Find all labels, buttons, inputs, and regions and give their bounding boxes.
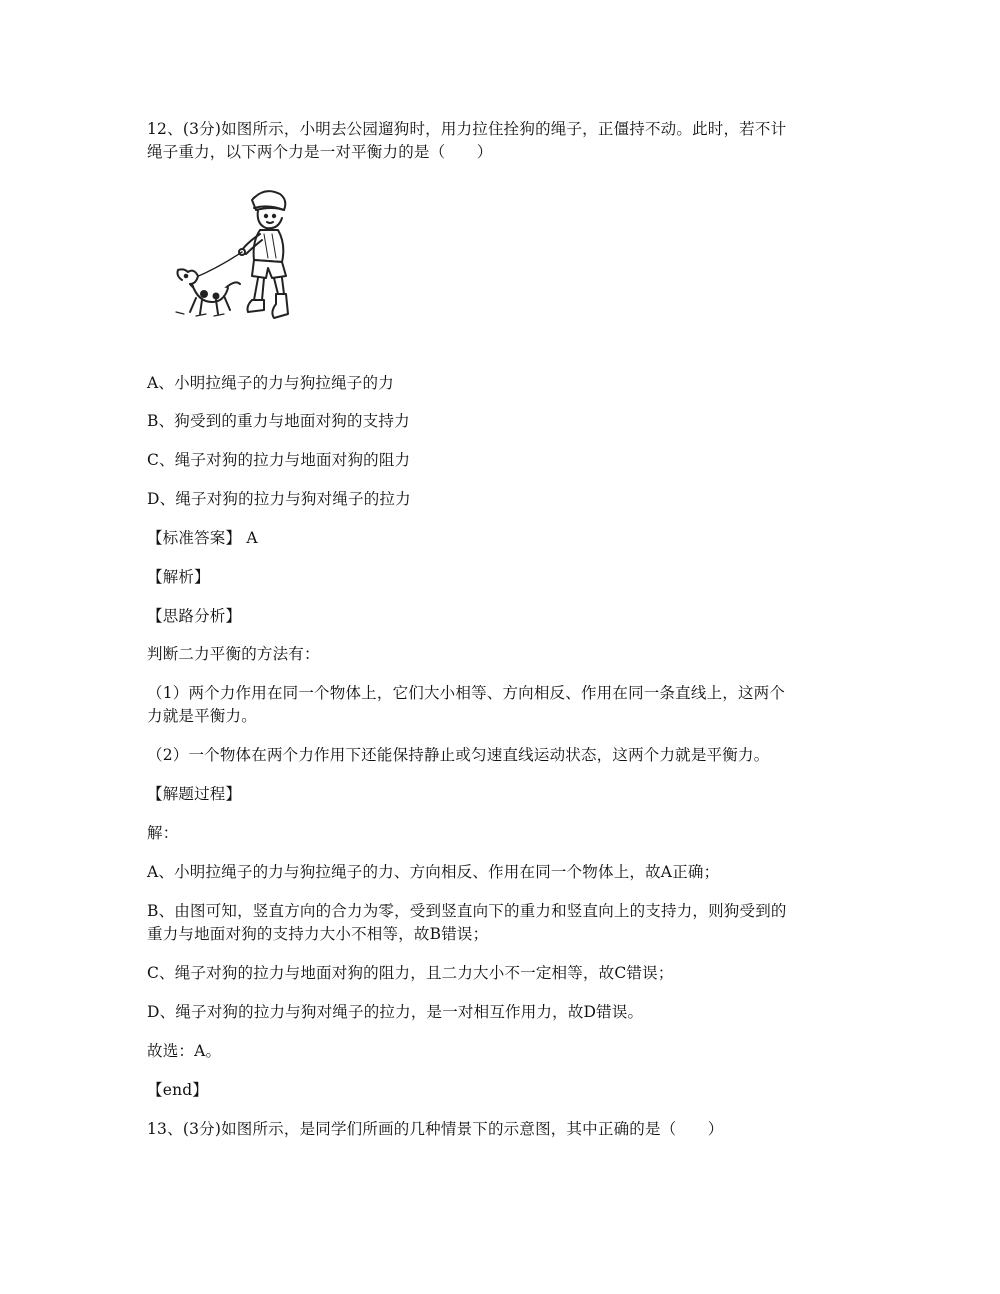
end-marker: 【end】 bbox=[147, 1081, 209, 1099]
analysis-heading: 【解析】 bbox=[147, 568, 210, 586]
process-heading: 【解题过程】 bbox=[147, 785, 242, 803]
option-c: C、绳子对狗的拉力与地面对狗的阻力 bbox=[147, 451, 411, 469]
standard-answer: 【标准答案】 A bbox=[147, 529, 258, 547]
solution-c: C、绳子对狗的拉力与地面对狗的阻力，且二力大小不一定相等，故C错误； bbox=[147, 964, 674, 982]
question-12-stem-line-2: 绳子重力，以下两个力是一对平衡力的是（ ） bbox=[147, 143, 493, 161]
solution-a: A、小明拉绳子的力与狗拉绳子的力、方向相反、作用在同一个物体上，故A正确； bbox=[147, 863, 720, 881]
boy-walking-dog-illustration bbox=[168, 184, 306, 332]
option-d: D、绳子对狗的拉力与狗对绳子的拉力 bbox=[147, 490, 411, 508]
option-a: A、小明拉绳子的力与狗拉绳子的力 bbox=[147, 374, 394, 392]
solution-b-line-1: B、由图可知，竖直方向的合力为零，受到竖直向下的重力和竖直向上的支持力，则狗受到的 bbox=[147, 902, 787, 920]
solution-intro: 解： bbox=[147, 824, 179, 842]
solution-d: D、绳子对狗的拉力与狗对绳子的拉力，是一对相互作用力，故D错误。 bbox=[147, 1003, 644, 1021]
question-13-stem: 13、(3分)如图所示，是同学们所画的几种情景下的示意图，其中正确的是（ ） bbox=[147, 1120, 724, 1138]
solution-b-line-2: 重力与地面对狗的支持力大小不相等，故B错误； bbox=[147, 925, 489, 943]
method-1-line-1: （1）两个力作用在同一个物体上，它们大小相等、方向相反、作用在同一条直线上，这两个 bbox=[147, 684, 786, 702]
method-2: （2）一个物体在两个力作用下还能保持静止或匀速直线运动状态，这两个力就是平衡力。 bbox=[147, 746, 770, 764]
method-intro: 判断二力平衡的方法有： bbox=[147, 645, 320, 663]
option-b: B、狗受到的重力与地面对狗的支持力 bbox=[147, 412, 410, 430]
conclusion: 故选：A。 bbox=[147, 1042, 222, 1060]
method-1-line-2: 力就是平衡力。 bbox=[147, 707, 257, 725]
question-12-stem-line-1: 12、(3分)如图所示，小明去公园遛狗时，用力拉住拴狗的绳子，正僵持不动。此时，若不计 bbox=[147, 120, 787, 138]
thinking-heading: 【思路分析】 bbox=[147, 607, 242, 625]
